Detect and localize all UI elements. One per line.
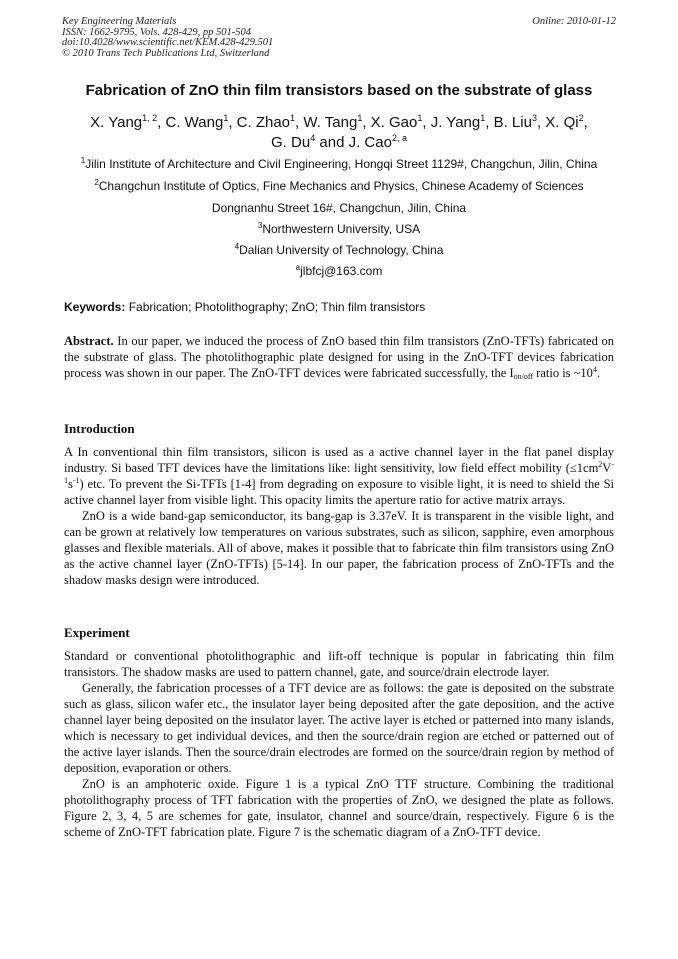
affiliation: Dongnanhu Street 16#, Changchun, Jilin, China [211, 201, 467, 215]
keywords [64, 300, 616, 314]
affiliation: $^1$Jilin Institute of Architecture and Civil Engineering, Hongqi Street 1129#, Changchun, Jilin, China [80, 156, 598, 171]
section-heading-introduction: Introduction [64, 421, 135, 436]
author: J. Yang$^1$ [430, 113, 486, 131]
abstract-label: Abstract. [64, 334, 114, 348]
author: X. Gao$^1$ [370, 113, 423, 131]
email: $^a$jlbfcj@163.com [295, 263, 383, 278]
journal-name: Key Engineering Materials [62, 16, 177, 27]
copyright-line: © 2010 Trans Tech Publications Ltd, Switzerland [62, 47, 270, 59]
paragraph: Generally, the fabrication processes of a TFT device are as follows: the gate is deposited on the substrate such as glass, silicon wafer etc., the insulator layer being deposited after the gate deposition, and the active channel layer being deposited on the insulator layer. The active layer is etched or patterned into many islands, which is necessary to get individual devices, and then the source/drain region are etched or patterned out of the active layer islands. Then the source/drain electrodes are formed on the source/drain region by method of deposition, evaporation or others. [64, 681, 614, 775]
author: X. Yang$^{1, 2}$ [90, 113, 158, 131]
affiliation: $^4$Dalian University of Technology, China [234, 242, 444, 257]
keywords-text: Fabrication; Photolithography; ZnO; Thin film transistors [128, 300, 426, 314]
author: B. Liu$^3$ [493, 113, 537, 131]
experiment-body [64, 648, 614, 840]
paragraph: ZnO is a wide band-gap semiconductor, its bang-gap is 3.37eV. It is transparent in the visible light, and can be grown at relatively low temperatures on various substrates, such as silicon, sapphire, even amorphous glasses and flexible materials. All of above, makes it possible that to fabricate thin film transistors using ZnO as the active channel layer (ZnO-TFTs) [5-14]. In our paper, the fabrication process of ZnO-TFTs and the shadow masks design were introduced. [64, 509, 614, 587]
author: J. Cao$^{2, a}$ [348, 133, 407, 151]
paragraph: Standard or conventional photolithographic and lift-off technique is popular in fabricating thin film transistors. The shadow masks are used to pattern channel, gate, and source/drain electrode layer. [64, 649, 614, 679]
author: C. Zhao$^1$ [236, 113, 296, 131]
issn-line: ISSN: 1662-9795, Vols. 428-429, pp 501-504 [62, 26, 251, 38]
paragraph: ZnO is an amphoteric oxide. Figure 1 is a typical ZnO TTF structure. Combining the traditional photolithography process of TFT fabrication with the properties of ZnO, we designed the plate as follows. Figure 2, 3, 4, 5 are schemes for gate, insulator, channel and source/drain, respectively. Figure 6 is the scheme of ZnO-TFT fabrication plate. Figure 7 is the schematic diagram of a ZnO-TFT device. [64, 777, 614, 839]
keywords-label: Keywords: [64, 300, 126, 314]
abstract: Abstract. In our paper, we induced the process of ZnO based thin film transistors (ZnO-TFTs) fabricated on the substrate of glass. The photolithographic plate designed for using in the ZnO-TFT devices fabrication process was shown in our paper. The ZnO-TFT devices were fabricated successfully, the $I_{on/off}$ ratio is $\sim 10^4$. [64, 334, 614, 381]
online-date: Online: 2010-01-12 [532, 16, 616, 27]
affiliation: $^2$Changchun Institute of Optics, Fine Mechanics and Physics, Chinese Academy of Sciences [94, 178, 584, 193]
section-heading-experiment: Experiment [64, 625, 130, 640]
paper-title: Fabrication of ZnO thin film transistors based on the substrate of glass [85, 82, 593, 99]
author: X. Qi$^2$ [545, 113, 584, 131]
author-conjunction: and [319, 134, 345, 151]
author: G. Du$^4$ [271, 133, 316, 151]
journal-header [62, 17, 616, 59]
author: W. Tang$^1$ [303, 113, 363, 131]
doi-line: doi:10.4028/www.scientific.net/KEM.428-429.501 [62, 37, 274, 48]
introduction-body [64, 444, 614, 588]
affiliation: $^3$Northwestern University, USA [257, 221, 421, 236]
author-list: X. Yang$^{1, 2}$, C. Wang$^1$, C. Zhao$^1$, W. Tang$^1$, X. Gao$^1$, J. Yang$^1$, B. Liu$^3$, X. Qi$^2$, G. Du$^4$ and J. Cao$^{2, a}$ [90, 113, 588, 151]
paragraph: A In conventional thin film transistors, silicon is used as a active channel layer in the flat panel display industry. Si based TFT devices have the limitations like: light sensitivity, low field effect mobility $(\le 1cm^2V^{-1}s^{-1})$ etc. To prevent the Si-TFTs [1-4] from degrading on exposure to visible light, it is need to shield the Si active channel layer from visible light. This opacity limits the aperture ratio for active matrix arrays. [64, 445, 614, 507]
author: C. Wang$^1$ [165, 113, 229, 131]
